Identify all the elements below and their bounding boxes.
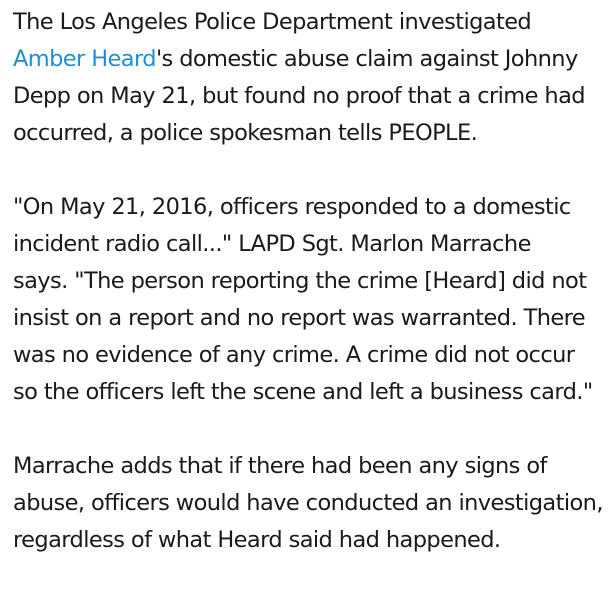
paragraph-2 (13, 189, 609, 411)
paragraph-2-line-1: "On May 21, 2016, officers responded to a domestic (13, 194, 571, 220)
paragraph-3-line-2: abuse, officers would have conducted an investigation, (13, 490, 603, 516)
paragraph-3-line-1: Marrache adds that if there had been any signs of (13, 453, 547, 479)
paragraph-1-line-2 (13, 41, 609, 78)
paragraph-3-line-3: regardless of what Heard said had happened. (13, 527, 501, 553)
paragraph-2-line-5: was no evidence of any crime. A crime did not occur (13, 342, 575, 368)
article-body (13, 4, 609, 559)
paragraph-2-line-3: says. "The person reporting the crime [Heard] did not (13, 268, 587, 294)
paragraph-1-line-1: The Los Angeles Police Department investigated (13, 9, 532, 35)
amber-heard-link[interactable]: Amber Heard (13, 46, 156, 72)
paragraph-2-line-4: insist on a report and no report was warranted. There (13, 305, 586, 331)
paragraph-1-line-4: occurred, a police spokesman tells PEOPLE. (13, 120, 478, 146)
paragraph-2-line-6: so the officers left the scene and left a business card." (13, 379, 593, 405)
paragraph-1-line-2-rest: 's domestic abuse claim against Johnny (155, 46, 578, 72)
paragraph-1-line-3: Depp on May 21, but found no proof that a crime had (13, 83, 585, 109)
paragraph-1 (13, 4, 609, 152)
paragraph-3 (13, 448, 609, 559)
paragraph-2-line-2: incident radio call..." LAPD Sgt. Marlon Marrache (13, 231, 531, 257)
